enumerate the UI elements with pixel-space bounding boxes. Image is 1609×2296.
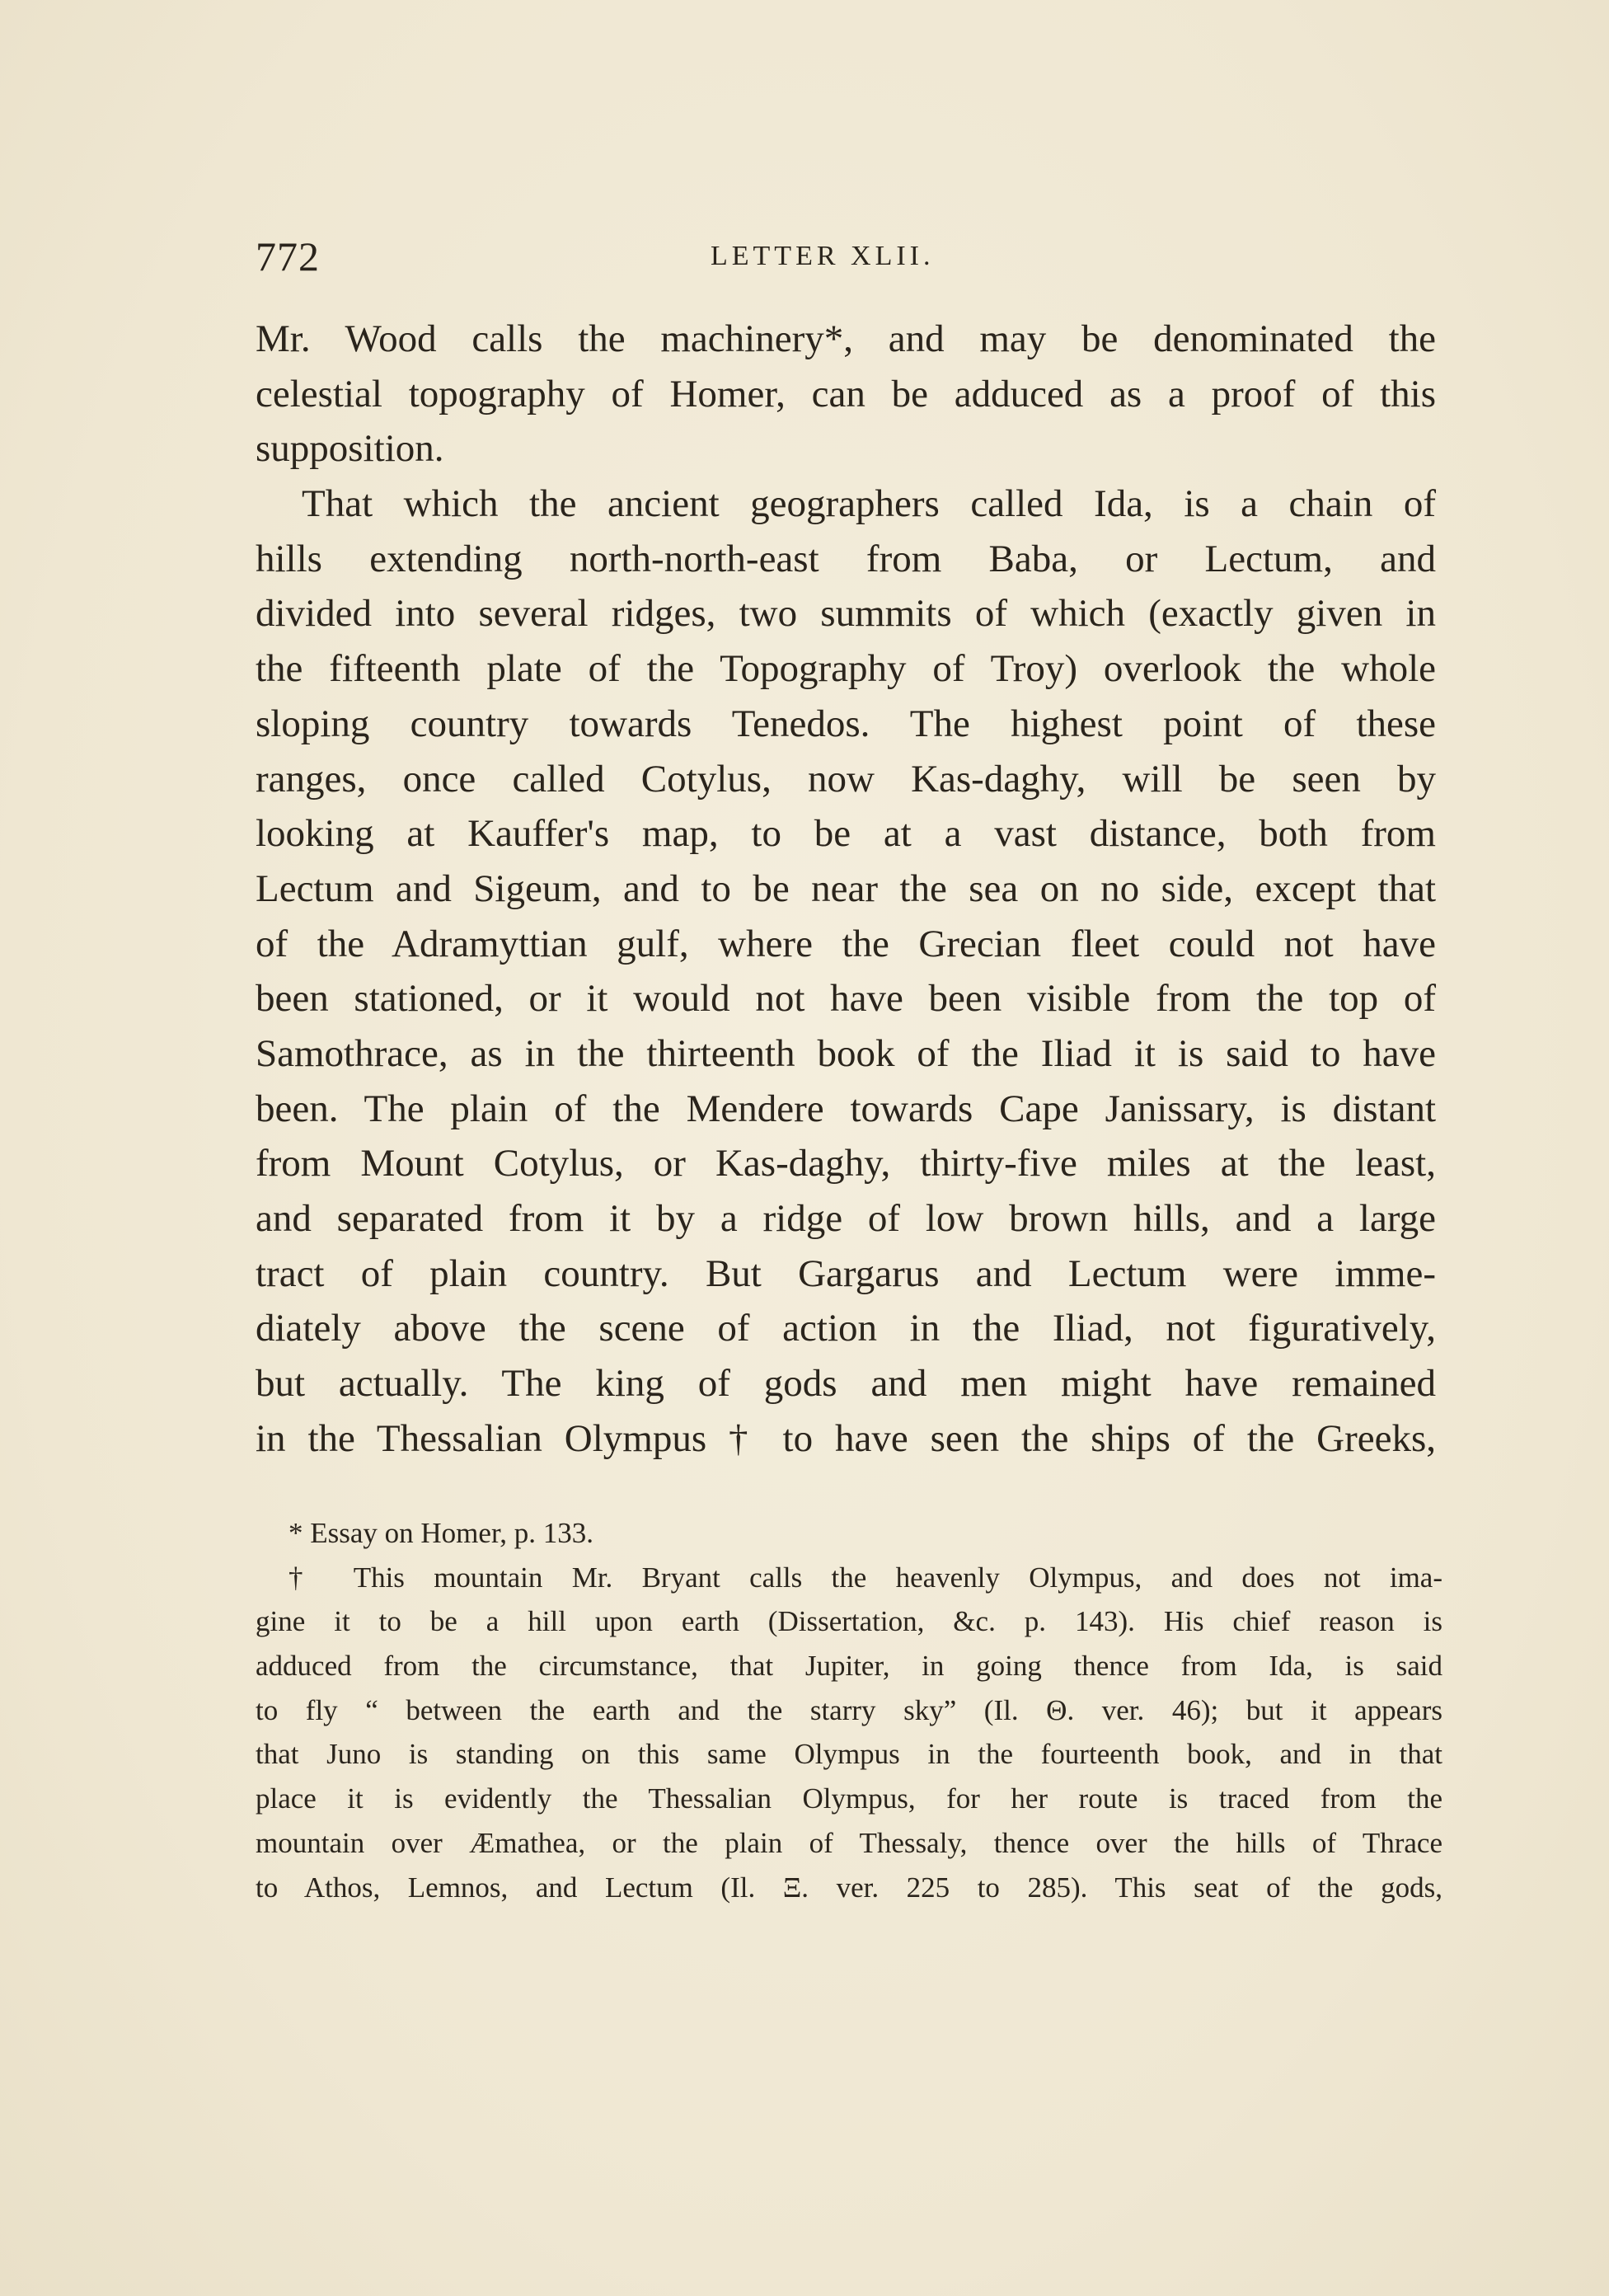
footnote-line: * Essay on Homer, p. 133.	[288, 1517, 593, 1549]
page-number: 772	[256, 233, 320, 279]
text-line: in the Thessalian Olympus † to have seen the ships of the Greeks,	[256, 1416, 1436, 1460]
footnote-line: place it is evidently the Thessalian Olympus, for her route is traced from the	[256, 1782, 1442, 1815]
text-line: Mr. Wood calls the machinery*, and may be denominated the	[256, 317, 1436, 360]
text-line: from Mount Cotylus, or Kas-daghy, thirty-five miles at the least,	[256, 1142, 1436, 1186]
footnote-line: to fly “ between the earth and the starry sky” (Il. Θ. ver. 46); but it appears	[256, 1693, 1442, 1726]
footnote-line: gine it to be a hill upon earth (Dissertation, &c. p. 143). His chief reason is	[256, 1605, 1442, 1638]
text-line: sloping country towards Tenedos. The highest point of these	[256, 702, 1436, 745]
text-line: been. The plain of the Mendere towards Cape Janissary, is distant	[256, 1087, 1436, 1130]
text-line: Lectum and Sigeum, and to be near the sea on no side, except that	[256, 866, 1436, 910]
text-line: and separated from it by a ridge of low brown hills, and a large	[256, 1197, 1436, 1240]
running-head: LETTER XLII.	[711, 241, 935, 271]
text-line: Samothrace, as in the thirteenth book of the Iliad it is said to have	[256, 1031, 1436, 1075]
text-line: ranges, once called Cotylus, now Kas-daghy, will be seen by	[256, 757, 1436, 801]
main-text	[256, 312, 1436, 1466]
footnote-line: to Athos, Lemnos, and Lectum (Il. Ξ. ver. 225 to 285). This seat of the gods,	[256, 1871, 1442, 1904]
footnote-line: mountain over Æmathea, or the plain of Thessaly, thence over the hills of Thrace	[256, 1826, 1442, 1859]
text-line: of the Adramyttian gulf, where the Grecian fleet could not have	[256, 922, 1436, 965]
text-line: divided into several ridges, two summits of which (exactly given in	[256, 592, 1436, 636]
footnote-line: † This mountain Mr. Bryant calls the heavenly Olympus, and does not ima-	[288, 1561, 1442, 1594]
text-line: the fifteenth plate of the Topography of Troy) overlook the whole	[256, 647, 1436, 691]
page-header	[256, 232, 1442, 282]
footnotes	[256, 1511, 1442, 1909]
text-line: celestial topography of Homer, can be adduced as a proof of this	[256, 372, 1436, 416]
text-line: tract of plain country. But Gargarus and Lectum were imme-	[256, 1251, 1436, 1295]
text-line: That which the ancient geographers called Ida, is a chain of	[302, 482, 1436, 526]
footnote-line: adduced from the circumstance, that Jupiter, in going thence from Ida, is said	[256, 1650, 1442, 1683]
footnote-line: that Juno is standing on this same Olympus in the fourteenth book, and in that	[256, 1738, 1442, 1771]
text-line: looking at Kauffer's map, to be at a vast distance, both from	[256, 812, 1436, 856]
text-line: diately above the scene of action in the Iliad, not figuratively,	[256, 1307, 1436, 1350]
text-line: but actually. The king of gods and men might have remained	[256, 1362, 1436, 1406]
text-line: hills extending north-north-east from Baba, or Lectum, and	[256, 537, 1436, 580]
text-line: supposition.	[256, 427, 444, 471]
text-line: been stationed, or it would not have been visible from the top of	[256, 977, 1436, 1021]
